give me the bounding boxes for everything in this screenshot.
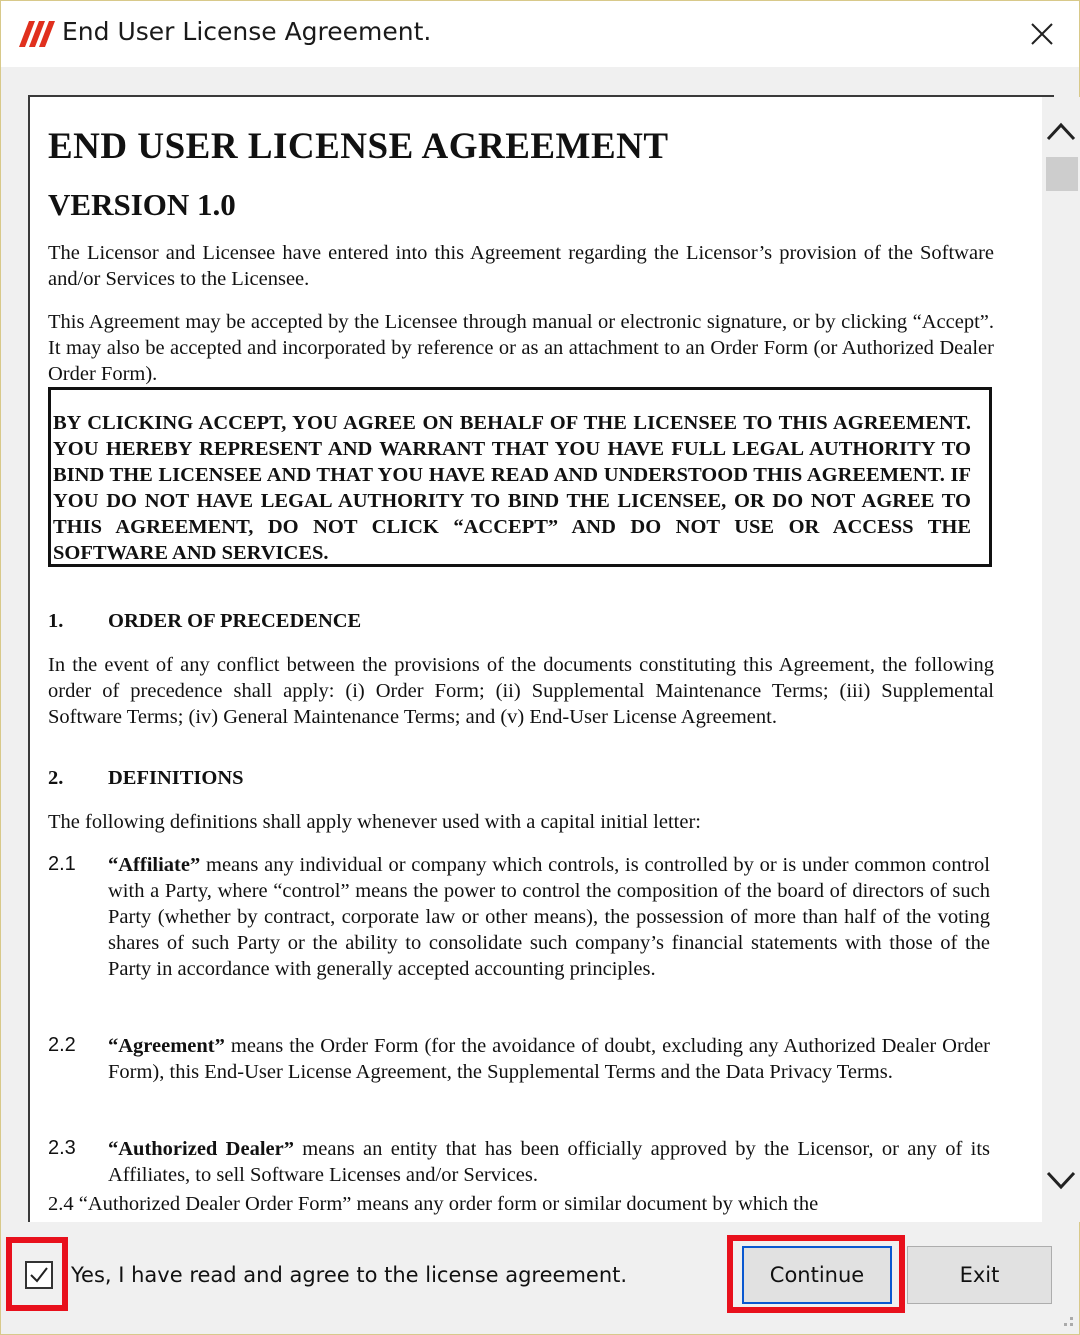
section-1-text: In the event of any conflict between the provisions of the documents constituting this Agreement, the following order of precedence shall apply: (i) Order Form; (ii) Supplemental Maintenance Terms; (iii) Supplemental Software Terms; (iv) General Maintenance Terms; and (v) End-User License Agreement.: [48, 654, 994, 728]
legal-notice-box: BY CLICKING ACCEPT, YOU AGREE ON BEHALF OF THE LICENSEE TO THIS AGREEMENT. YOU HEREBY REPRESENT AND WARRANT THAT YOU HAVE FULL LEGAL AUTHORITY TO BIND THE LICENSEE AND THAT YOU HAVE READ AND UNDERSTOOD THIS AGREEMENT. IF YOU DO NOT HAVE LEGAL AUTHORITY TO BIND THE LICENSEE, OR DO NOT AGREE TO THIS AGREEMENT, DO NOT CLICK “ACCEPT” AND DO NOT USE OR ACCESS THE SOFTWARE AND SERVICES.: [48, 387, 992, 567]
partially-visible-line: [48, 1193, 994, 1219]
agree-checkbox[interactable]: [25, 1261, 53, 1289]
close-button[interactable]: [1019, 13, 1065, 55]
section-1-number: 1.: [48, 610, 64, 632]
section-2-text: The following definitions shall apply whenever used with a capital initial letter:: [48, 811, 701, 833]
resize-grip-icon[interactable]: [1061, 1315, 1075, 1329]
chevron-down-icon: [1045, 1169, 1077, 1193]
definition-text: [108, 1136, 990, 1188]
close-icon: [1030, 22, 1054, 46]
definition-body: means the Order Form (for the avoidance of doubt, excluding any Authorized Dealer Order Form), this End-User License Agreement, the Supplemental Terms and the Data Privacy Terms.: [108, 1035, 990, 1083]
definition-body: means any individual or company which controls, is controlled by or is under common control with a Party, where “control” means the power to control the composition of the board of directors of such Party (whether by contract, corporate law or other means), the possession of more than half of the voting shares of such Party or the ability to consolidate such company’s financial statements with those of the Party in accordance with generally accepted accounting principles.: [108, 854, 990, 980]
vertical-scrollbar[interactable]: [1042, 97, 1080, 1222]
document-heading: END USER LICENSE AGREEMENT: [48, 126, 669, 167]
intro-paragraph: The Licensor and Licensee have entered into this Agreement regarding the Licensor’s provision of the Software and/or Services to the Licensee.: [48, 242, 994, 290]
definition-term: “Affiliate”: [108, 854, 201, 876]
definition-body: means an entity that has been officially approved by the Licensor, or any of its Affiliates, to sell Software Licenses and/or Services.: [108, 1138, 990, 1186]
acceptance-paragraph: This Agreement may be accepted by the Licensee through manual or electronic signature, or by clicking “Accept”. It may also be accepted and incorporated by reference or as an attachment to an Order Form (or Authorized Dealer Order Form).: [48, 311, 994, 385]
scroll-thumb[interactable]: [1046, 157, 1078, 191]
definition-number: 2.1: [48, 853, 76, 875]
definition-number: 2.2: [48, 1034, 76, 1056]
definition-number: 2.3: [48, 1137, 76, 1159]
scroll-down-button[interactable]: [1042, 1169, 1080, 1199]
title-bar: [1, 1, 1079, 67]
definition-text: [108, 852, 990, 982]
agree-checkbox-label[interactable]: Yes, I have read and agree to the license agreement.: [71, 1263, 628, 1287]
license-text-pane[interactable]: [28, 95, 1054, 1222]
section-1-title: ORDER OF PRECEDENCE: [108, 610, 362, 632]
section-2-number: 2.: [48, 767, 64, 789]
window-title: End User License Agreement.: [62, 17, 432, 46]
checkmark-icon: [27, 1263, 51, 1287]
continue-button[interactable]: Continue: [742, 1246, 892, 1304]
section-2-title: DEFINITIONS: [108, 767, 244, 789]
document-version: VERSION 1.0: [48, 187, 236, 222]
definition-text: [108, 1033, 990, 1085]
cut-line-text: 2.4 “Authorized Dealer Order Form” means any order form or similar document by which the: [48, 1193, 819, 1215]
definition-term: “Agreement”: [108, 1035, 225, 1057]
definition-term: “Authorized Dealer”: [108, 1138, 294, 1160]
app-logo-icon: [17, 19, 55, 49]
scroll-up-button[interactable]: [1042, 119, 1080, 149]
chevron-up-icon: [1045, 119, 1077, 143]
exit-button[interactable]: Exit: [907, 1246, 1052, 1304]
